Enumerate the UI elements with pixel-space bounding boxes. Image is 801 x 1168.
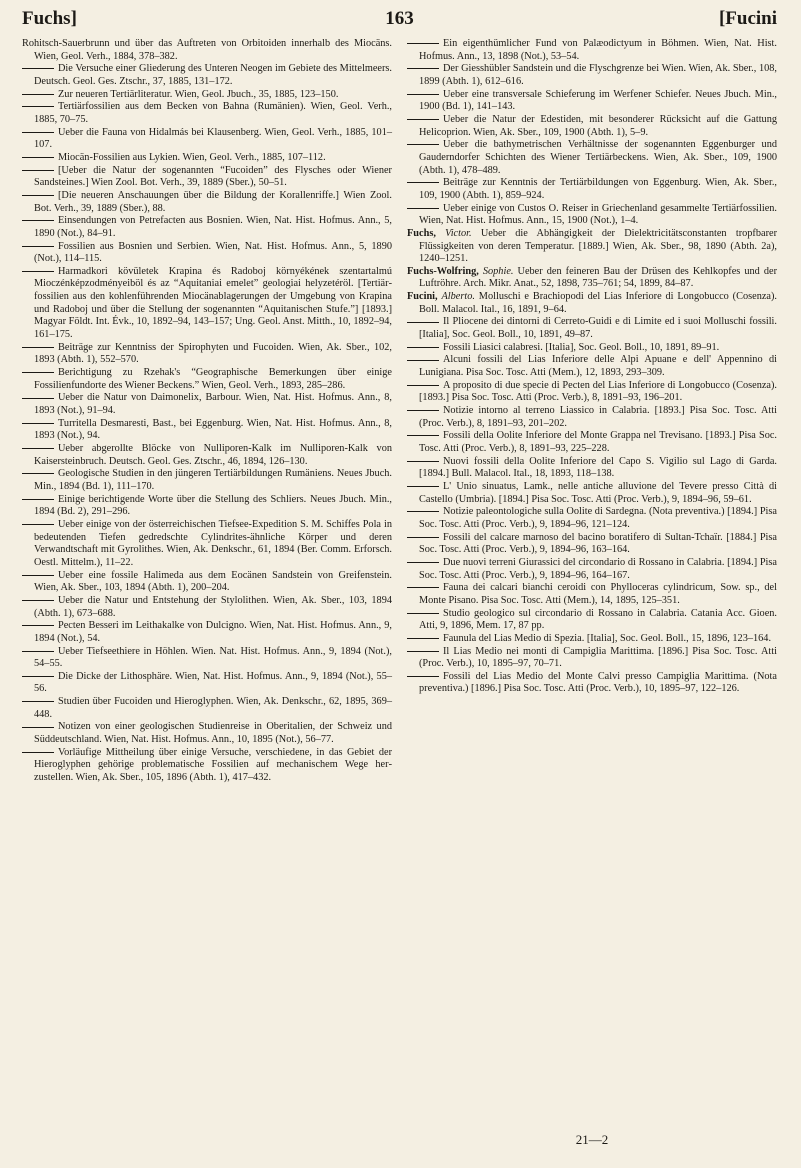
- page-number: 163: [385, 8, 414, 29]
- ditto-dash: [22, 676, 54, 677]
- entry-text: Alcuni fossili del Lias Inferiore delle Alpi Apuane e dell' Appennino di Lunigiana. Pisa Soc. Tosc. Atti (Mem.), 12, 1893, 293–309.: [419, 354, 777, 379]
- bibliography-entry: [407, 456, 777, 481]
- entry-text: Ueber die Fauna von Hidalmás bei Klausenberg. Wien, Geol. Verh., 1885, 101–107.: [34, 126, 392, 151]
- entry-text: Notizen von einer geologischen Studienreise in Oberitalien, der Schweiz und Süddeutschland. Wien, Nat. Hist. Hofmus. Ann., 10, 1895 (Not.), 56–77.: [34, 721, 392, 746]
- running-header: [22, 8, 777, 38]
- entry-text: Turritella Desmaresti, Bast., bei Eggenburg. Wien, Nat. Hist. Hofmus. Ann., 8, 1893 (Not.), 94.: [34, 417, 392, 442]
- entry-text: Notizie paleontologiche sulla Oolite di Sardegna. (Nota preventiva.) [1894.] Pisa Soc. Tosc. Atti (Proc. Verb.), 9, 1894–96, 121–124.: [419, 506, 777, 530]
- ditto-dash: [407, 208, 439, 209]
- author-given-name: Victor.: [445, 227, 472, 239]
- bibliography-entry: [22, 747, 392, 785]
- bibliography-entry: [22, 646, 392, 671]
- author-name: Fuchs,: [407, 227, 436, 239]
- ditto-dash: [407, 94, 439, 95]
- ditto-dash: [407, 322, 439, 323]
- entry-text: Ueber die Natur der Edestiden, mit besonderer Rücksicht auf die Gattung Helicoprion. Wien, Ak. Sber., 109, 1900 (Abth. 1), 5–9.: [419, 113, 777, 138]
- entry-text: Ueber eine fossile Halimeda aus dem Eocänen Sandstein von Greifenstein. Wien, Ak. Sber., 103, 1894 (Abth. 1), 200–204.: [34, 569, 392, 594]
- bibliography-entry: [22, 241, 392, 266]
- ditto-dash: [22, 132, 54, 133]
- entry-text: Zur neueren Tertiärliteratur. Wien, Geol. Jbuch., 35, 1885, 123–150.: [58, 88, 339, 100]
- ditto-dash: [407, 435, 439, 436]
- ditto-dash: [407, 410, 439, 411]
- ditto-dash: [407, 347, 439, 348]
- bibliography-entry: [22, 494, 392, 519]
- entry-text: Ueber die Abhängigkeit der Dielektricitätsconstanten tropfbarer Flüssigkeiten von deren Temperatur. [1889.] Wien, Ak. Sber., 98, 1890 (Abth. 2a), 1240–1251.: [419, 227, 777, 265]
- bibliography-entry: [22, 519, 392, 570]
- author-name: Fucini,: [407, 291, 438, 303]
- bibliography-entry: [407, 380, 777, 405]
- entry-text: Vorläufige Mittheilung über einige Versuche, verschiedene, in das Gebiet der Hieroglyphen gehörige problematische Fossilien auf mechanischem Wege herzustellen. Wien, Ak. Sber., 105, 1896 (Abth. 1), 417–432.: [34, 746, 392, 784]
- entry-text: Studio geologico sul circondario di Rossano in Calabria. Catania Acc. Gioen. Atti, 9, 1896, Mem. 17, 87 pp.: [419, 607, 777, 632]
- bibliography-entry: [22, 595, 392, 620]
- ditto-dash: [22, 170, 54, 171]
- ditto-dash: [407, 587, 439, 588]
- ditto-dash: [407, 461, 439, 462]
- entry-text: Fossili del Lias Medio del Monte Calvi presso Campiglia Marittima. (Nota preventiva.) [1896.] Pisa Soc. Tosc. Atti (Proc. Verb.), 10, 1895–97, 122–126.: [419, 670, 777, 695]
- entry-text: Einsendungen von Petrefacten aus Bosnien. Wien, Nat. Hist. Hofmus. Ann., 5, 1890 (Not.), 84–91.: [34, 215, 392, 239]
- entry-text: Fossilien aus Bosnien und Serbien. Wien, Nat. Hist. Hofmus. Ann., 5, 1890 (Not.), 114–115.: [34, 240, 392, 265]
- bibliography-entry: [407, 430, 777, 455]
- bibliography-entry: [407, 405, 777, 430]
- bibliography-entry: [22, 165, 392, 190]
- ditto-dash: [22, 106, 54, 107]
- entry-text: Die Dicke der Lithosphäre. Wien, Nat. Hist. Hofmus. Ann., 9, 1894 (Not.), 55–56.: [34, 670, 392, 695]
- entry-text: Die Versuche einer Gliederung des Unteren Neogen im Gebiete des Mittelmeers. Deutsch. Geol. Ges. Ztschr., 37, 1885, 131–172.: [34, 63, 392, 87]
- ditto-dash: [22, 727, 54, 728]
- bibliography-entry: [22, 620, 392, 645]
- bibliography-entry: [407, 608, 777, 633]
- bibliography-entry: [407, 506, 777, 531]
- entry-text: Miocän-Fossilien aus Lykien. Wien, Geol. Verh., 1885, 107–112.: [58, 151, 326, 163]
- author-name: Fuchs-Wolfring,: [407, 265, 479, 277]
- bibliography-entry: [407, 354, 777, 379]
- ditto-dash: [22, 347, 54, 348]
- bibliography-entry: [22, 418, 392, 443]
- bibliography-entry: [22, 367, 392, 392]
- entry-text: Fossili della Oolite Inferiore del Monte Grappa nel Trevisano. [1893.] Pisa Soc. Tosc. Atti (Proc. Verb.), 8, 1891–93, 225–228.: [419, 430, 777, 454]
- ditto-dash: [22, 575, 54, 576]
- bibliography-entry: [407, 633, 777, 646]
- entry-text: Einige berichtigende Worte über die Stellung des Schliers. Neues Jbuch. Min., 1894 (Bd. 2), 291–296.: [34, 493, 392, 518]
- ditto-dash: [22, 94, 54, 95]
- ditto-dash: [22, 524, 54, 525]
- bibliography-entry: [22, 89, 392, 102]
- entry-text: [Die neueren Anschauungen über die Bildung der Korallenriffe.] Wien Zool. Bot. Verh., 39, 1889 (Sber.), 88.: [34, 189, 392, 214]
- ditto-dash: [407, 182, 439, 183]
- ditto-dash: [22, 195, 54, 196]
- ditto-dash: [22, 157, 54, 158]
- ditto-dash: [407, 511, 439, 512]
- entry-text: Ein eigenthümlicher Fund von Palæodictyum in Böhmen. Wien, Nat. Hist. Hofmus. Ann., 13, 1898 (Not.), 53–54.: [419, 38, 777, 62]
- ditto-dash: [407, 486, 439, 487]
- ditto-dash: [22, 499, 54, 500]
- bibliography-entry: [22, 392, 392, 417]
- entry-text: Beiträge zur Kenntniss der Spirophyten und Fucoiden. Wien, Ak. Sber., 102, 1893 (Abth. 1), 552–570.: [34, 341, 392, 366]
- right-column: [407, 38, 777, 696]
- bibliography-entry: [22, 468, 392, 493]
- ditto-dash: [22, 625, 54, 626]
- entry-text: Berichtigung zu Rzehak's “Geographische Bemerkungen über einige Fossilienfundorte des Wiener Beckens.” Wien, Geol. Verh., 1893, 285–286.: [34, 367, 392, 391]
- entry-text: Beiträge zur Kenntnis der Tertiärbildungen von Eggenburg. Wien, Ak. Sber., 109, 1900 (Abth. 1), 859–924.: [419, 177, 777, 201]
- entry-text: Il Pliocene dei dintorni di Cerreto-Guidi e di Limite ed i suoi Molluschi fossili. [Italia], Soc. Geol. Boll., 10, 1891, 49–87.: [419, 316, 777, 341]
- entry-text: Rohitsch-Sauerbrunn und über das Auftreten von Orbitoiden innerhalb des Miocäns. Wien, Geol. Verh., 1884, 378–382.: [22, 38, 392, 62]
- bibliography-entry: [22, 215, 392, 240]
- entry-text: Fossili Liasici calabresi. [Italia], Soc. Geol. Boll., 10, 1891, 89–91.: [443, 341, 720, 353]
- ditto-dash: [407, 68, 439, 69]
- bibliography-entry: [407, 557, 777, 582]
- ditto-dash: [22, 220, 54, 221]
- header-left: Fuchs]: [22, 8, 77, 29]
- bibliography-entry: [407, 646, 777, 671]
- entry-text: Ueber die Natur von Daimonelix, Barbour. Wien, Nat. Hist. Hofmus. Ann., 8, 1893 (Not.), 91–94.: [34, 392, 392, 417]
- bibliography-entry: [22, 671, 392, 696]
- entry-text: Ueber einige von Custos O. Reiser in Griechenland gesammelte Tertiärfossilien. Wien, Nat. Hist. Hofmus. Ann., 15, 1900 (Not.), 1–4.: [419, 202, 777, 227]
- bibliography-entry: [407, 342, 777, 355]
- entry-text: Fauna dei calcari bianchi ceroidi con Phylloceras cylindricum, Sow. sp., del Monte Pisano. Pisa Soc. Tosc. Atti (Mem.), 14, 1895, 125–351.: [419, 582, 777, 606]
- entry-text: Due nuovi terreni Giurassici del circondario di Rossano in Calabria. [1894.] Pisa Soc. Tosc. Atti (Proc. Verb.), 9, 1894–96, 164–167.: [419, 556, 777, 581]
- bibliography-entry: [407, 177, 777, 202]
- entry-text: Fossili del calcare marnoso del bacino boratifero di Sultan-Tchaïr. [1884.] Pisa Soc. Tosc. Atti (Proc. Verb.), 9, 1894–96, 163–164.: [419, 531, 777, 556]
- bibliography-entry: [407, 316, 777, 341]
- bibliography-entry: [22, 721, 392, 746]
- bibliography-entry: [407, 63, 777, 88]
- entry-text: Ueber den feineren Bau der Drüsen des Kehlkopfes und der Luftröhre. Arch. Mikr. Anat., 52, 1898, 735–761; 54, 1899, 84–87.: [419, 265, 778, 290]
- ditto-dash: [22, 246, 54, 247]
- entry-text: Ueber abgerollte Blöcke von Nulliporen-Kalk im Nulliporen-Kalk von Kaisersteinbruch. Deutsch. Geol. Ges. Ztschr., 46, 1894, 126–130.: [34, 443, 392, 467]
- entry-text: L' Unio sinuatus, Lamk., nelle antiche alluvione del Tevere presso Città di Castello (Umbria). [1894.] Pisa Soc. Tosc. Atti (Proc. Verb.), 9, 1894–96, 59–61.: [419, 480, 777, 505]
- bibliography-entry: [22, 190, 392, 215]
- entry-text: Il Lias Medio nei monti di Campiglia Marittima. [1896.] Pisa Soc. Tosc. Atti (Proc. Verb.), 10, 1895–97, 70–71.: [419, 645, 777, 670]
- ditto-dash: [22, 423, 54, 424]
- entry-text: Der Giesshübler Sandstein und die Flyschgrenze bei Wien. Wien, Ak. Sber., 108, 1899 (Abth. 1), 612–616.: [419, 63, 777, 87]
- bibliography-entry: [407, 89, 777, 114]
- ditto-dash: [407, 562, 439, 563]
- entry-text: Faunula del Lias Medio di Spezia. [Italia], Soc. Geol. Boll., 15, 1896, 123–164.: [443, 632, 772, 644]
- entry-text: Molluschi e Brachiopodi del Lias Inferiore di Longobucco (Cosenza). Boll. Malacol. Ital., 16, 1891, 9–64.: [419, 291, 777, 315]
- ditto-dash: [22, 752, 54, 753]
- header-right: [Fucini: [718, 8, 777, 29]
- entry-text: Ueber Tiefseethiere in Höhlen. Wien. Nat. Hist. Hofmus. Ann., 9, 1894 (Not.), 54–55.: [34, 645, 392, 670]
- bibliography-entry: [407, 532, 777, 557]
- ditto-dash: [407, 613, 439, 614]
- bibliography-entry: [22, 127, 392, 152]
- entry-text: Ueber die bathymetrischen Verhältnisse der sogenannten Eggenburger und Gauderndorfer Schichten des Wiener Tertiärbeckens. Wien, Ak. Sber., 109, 1900 (Abth. 1), 478–489.: [419, 139, 777, 176]
- bibliography-entry: [22, 570, 392, 595]
- ditto-dash: [407, 638, 439, 639]
- ditto-dash: [22, 372, 54, 373]
- bibliography-entry: [407, 38, 777, 63]
- entry-text: Tertiärfossilien aus dem Becken von Bahna (Rumänien). Wien, Geol. Verh., 1885, 70–75.: [34, 101, 392, 125]
- ditto-dash: [407, 360, 439, 361]
- entry-text: [Ueber die Natur der sogenannten “Fucoiden” des Flysches oder Wiener Sandsteines.] Wien Zool. Bot. Verh., 39, 1889 (Sber.), 50–51.: [34, 164, 392, 189]
- bibliography-entry: [407, 481, 777, 506]
- ditto-dash: [407, 537, 439, 538]
- entry-text: Harmadkori kövületek Krapina és Radoboj környékének szentartalmú Mioczénképzodményeiböl és az “Aquitaniai emelet” geologiai helyzetéröl. [Tertiärfossilien aus den kohlenführenden Miocänablagerungen der Umgebung von Krapina und Radoboj und über die Stellung der sogenannten “Aquitanischen Stufe.”] [1893.] Magyar Földt. Int. Évk., 10, 1892–94, 143–157; Ung. Geol. Anst. Mitth., 10, 1892–94, 161–175.: [34, 265, 392, 341]
- ditto-dash: [22, 473, 54, 474]
- ditto-dash: [407, 651, 439, 652]
- ditto-dash: [22, 600, 54, 601]
- bibliography-entry: [22, 443, 392, 468]
- ditto-dash: [22, 651, 54, 652]
- bibliography-entry: [22, 266, 392, 342]
- bibliography-entry: [407, 291, 777, 316]
- entry-text: Geologische Studien in den jüngeren Tertiärbildungen Rumäniens. Neues Jbuch. Min., 1894 (Bd. 1), 111–170.: [34, 468, 392, 492]
- ditto-dash: [407, 385, 439, 386]
- bibliography-entry: [407, 228, 777, 266]
- entry-text: Notizie intorno al terreno Liassico in Calabria. [1893.] Pisa Soc. Tosc. Atti (Proc. Verb.), 8, 1891–93, 201–202.: [419, 405, 777, 429]
- bibliography-entry: [22, 38, 392, 63]
- entry-text: Ueber einige von der österreichischen Tiefsee-Expedition S. M. Schiffes Pola in bedeutenden Tiefen gedredschte Cylindrites-ähnliche Körper und deren Verwandtschaft mit Gyrolithes. Wien, Ak. Denkschr., 61, 1894 (Ber. Comm. Erforsch. Oestl. Mittelm.), 11–22.: [34, 518, 392, 568]
- entry-text: Nuovi fossili della Oolite Inferiore del Capo S. Vigilio sul Lago di Garda. [1894.] Bull. Malacol. Ital., 18, 1893, 118–138.: [419, 455, 777, 480]
- ditto-dash: [22, 398, 54, 399]
- bibliography-entry: [407, 203, 777, 228]
- ditto-dash: [407, 43, 439, 44]
- bibliography-entry: [407, 266, 777, 291]
- ditto-dash: [22, 448, 54, 449]
- entry-text: Pecten Besseri im Leithakalke von Dulcigno. Wien, Nat. Hist. Hofmus. Ann., 9, 1894 (Not.), 54.: [34, 620, 392, 644]
- bibliography-entry: [407, 582, 777, 607]
- bibliography-entry: [22, 342, 392, 367]
- bibliography-entry: [22, 101, 392, 126]
- ditto-dash: [22, 271, 54, 272]
- ditto-dash: [407, 144, 439, 145]
- entry-text: A proposito di due specie di Pecten del Lias Inferiore di Longobucco (Cosenza). [1893.] Pisa Soc. Tosc. Atti (Proc. Verb.), 8, 1891–93, 196–201.: [419, 379, 777, 404]
- ditto-dash: [22, 701, 54, 702]
- entry-text: Ueber eine transversale Schieferung im Werfener Schiefer. Neues Jbuch. Min., 1900 (Bd. 1), 141–143.: [419, 88, 777, 113]
- left-column: [22, 38, 392, 785]
- author-given-name: Alberto.: [441, 291, 475, 303]
- bibliography-entry: [407, 114, 777, 139]
- author-given-name: Sophie.: [482, 265, 514, 277]
- ditto-dash: [22, 68, 54, 69]
- ditto-dash: [407, 119, 439, 120]
- ditto-dash: [407, 676, 439, 677]
- bibliography-entry: [22, 696, 392, 721]
- bibliography-entry: [22, 63, 392, 88]
- bibliography-entry: [407, 139, 777, 177]
- bibliography-entry: [22, 152, 392, 165]
- entry-text: Ueber die Natur und Entstehung der Stylolithen. Wien, Ak. Sber., 103, 1894 (Abth. 1), 673–688.: [34, 594, 392, 619]
- signature-mark: 21—2: [575, 1132, 609, 1147]
- entry-text: Studien über Fucoiden und Hieroglyphen. Wien, Ak. Denkschr., 62, 1895, 369–448.: [34, 696, 392, 720]
- bibliography-entry: [407, 671, 777, 696]
